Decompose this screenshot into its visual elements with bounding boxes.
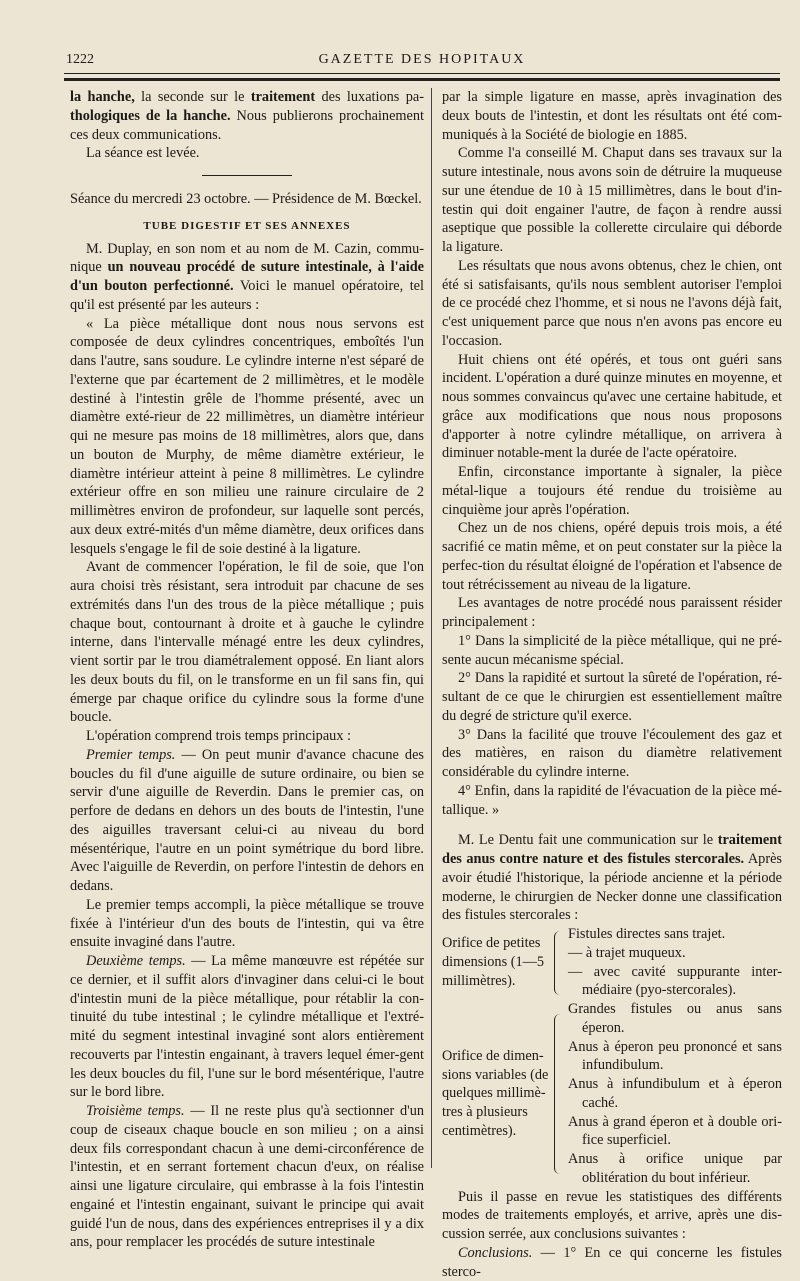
list-item: Grandes fistules ou anus sans éperon. xyxy=(568,1001,782,1036)
italic-label: Premier temps. xyxy=(86,746,176,763)
paragraph: Puis il passe en revue les statistiques des différents modes de traitements employés, et arrive, après une dis-cussion serrée, aux conclusions suivantes : xyxy=(442,1188,782,1242)
text: la seconde sur le xyxy=(134,89,251,105)
classification-group xyxy=(442,925,782,1000)
paragraph: Les avantages de notre procédé nous paraissent résider principalement : xyxy=(442,595,782,630)
bold-text: traitement des anus contre nature et des fistules stercorales. xyxy=(442,832,782,867)
text: — On peut munir d'avance chacune des boucles du fil d'une aiguille de suture ordinaire, ou bien se servir d'une aiguille de Reverdin. Dans le premier cas, on perfore de dedans en dehors un des bouts de l'intestin, l'une des aiguilles traversant celui-ci au niveau du bord mésentérique, l'autre en un point symétrique du bord libre. Avec l'aiguille de Reverdin, on perfore l'intestin de dehors en dedans. xyxy=(70,746,424,894)
list-item: Anus à éperon peu prononcé et sans infundibulum. xyxy=(568,1038,782,1074)
paragraph: « La pièce métallique dont nous nous servons est composée de deux cylindres concentriques, emboîtés l'un dans l'autre, sans soudure. Le cylindre interne n'est séparé de l'externe que par écartement de 2 millimètres, et le modèle destiné à l'intestin grêle de l'homme présenté, avec un diamètre exté-rieur de 22 millimètres, un diamètre intérieur qui ne mesure pas moins de 18 millimètres, alors que, dans un bouton de Murphy, de même diamètre extérieur, le diamètre intérieur atteint à peine 8 millimètres. Le cylindre extérieur offre en son milieu une rainure circulaire de 2 millimètres environ de profondeur, sur laquelle sont percés, aux deux extré-mités d'un même diamètre, deux orifices dans lesquels s'engage le fil de soie destiné à la ligature. xyxy=(70,315,424,557)
paragraph xyxy=(442,831,782,925)
paragraph: par la simple ligature en masse, après invagination des deux bouts de l'intestin, et dont les résultats ont été com-muniqués à la Société de biologie en 1885. xyxy=(442,89,782,143)
paragraph xyxy=(442,1244,782,1281)
text: M. Duplay, en son nom et au nom de M. Cazin, commu-nique xyxy=(70,240,424,276)
bold-text: un nouveau procédé de suture intestinale, à l'aide d'un bouton perfectionné. xyxy=(70,259,424,294)
page-header xyxy=(64,50,780,72)
brace xyxy=(554,925,564,1000)
classification-items xyxy=(564,925,782,1000)
paragraph xyxy=(70,746,424,896)
paragraph: 1° Dans la simplicité de la pièce métallique, qui ne pré-sente aucun mécanisme spécial. xyxy=(442,632,782,668)
paragraph: L'opération comprend trois temps principaux : xyxy=(86,728,352,744)
list-item: — avec cavité suppurante inter-médiaire (pyo-stercorales). xyxy=(568,963,782,999)
text: Après avoir étudié l'historique, la période ancienne et la période moderne, le chirurgien de Necker donne une classification des fistules stercorales : xyxy=(442,851,782,924)
bold-text: la hanche, xyxy=(70,89,135,105)
list-item: Anus à orifice unique par oblitération du bout inférieur. xyxy=(568,1151,782,1186)
list-item: Anus à grand éperon et à double ori-fice superficiel. xyxy=(568,1113,782,1149)
paragraph: 3° Dans la facilité que trouve l'écoulement des gaz et des matières, en raison du diamètre relativement considérable du cylindre interne. xyxy=(442,726,782,780)
paragraph: La séance est levée. xyxy=(86,145,200,162)
journal-title: GAZETTE DES HOPITAUX xyxy=(318,52,526,67)
column-separator xyxy=(431,88,432,1168)
italic-label: Deuxième temps. xyxy=(86,953,186,969)
paragraph: 2° Dans la rapidité et surtout la sûreté de l'opération, ré-sultant de ce que le chirurgien est essentiellement maître du degré de stricture qu'il exerce. xyxy=(442,670,782,724)
separator-line xyxy=(202,175,292,176)
paragraph: Avant de commencer l'opération, le fil de soie, que l'on aura choisi très résistant, sera introduit par chacune de ses extrémités dans l'un des trous de la pièce métallique ; puis chaque bout, contournant à droite et à gauche le cylindre interne, dans l'intervalle ménagé entre les deux cylindres, vient sortir par le trou diamétralement opposé. En liant alors les deux bouts du fil, on le transforme en un fil sans fin, qui émerge par chaque orifice du cylindre sous la forme d'une boucle. xyxy=(70,559,424,726)
classification-group xyxy=(442,1000,782,1188)
paragraph: Les résultats que nous avons obtenus, chez le chien, ont été si satisfaisants, qu'ils nous semblent autoriser l'emploi de ce procédé chez l'homme, et si nous ne l'avons déjà fait, c'est uniquement parce que nous n'en avons pas encore eu l'occasion. xyxy=(442,257,782,349)
header-rule-thin xyxy=(64,73,780,74)
left-column xyxy=(70,88,424,1252)
bold-text: traitement xyxy=(250,89,316,105)
page-number: 1222 xyxy=(66,52,94,67)
classification-label: Orifice de dimen-sions variables (de quelques millimè-tres à plusieurs centimètres). xyxy=(442,1047,549,1139)
paragraph xyxy=(70,1102,424,1252)
text: — Il ne reste plus qu'à sectionner d'un coup de ciseaux chaque boucle en son milieu ; on a ainsi deux fils correspondant chacun à une demi-circonférence de l'intestin, et en serrant fortement chacun d'eux, on réalise ainsi une ligature circulaire, qui embrasse à la fois l'intestin engainé et l'intestin engainant, suivant le principe qui avait guidé l'un de nous, dans des expériences entreprises il y a dix ans, pour remplacer les procédés de suture intestinale xyxy=(70,1103,424,1251)
paragraph: 4° Enfin, dans la rapidité de l'évacuation de la pièce mé-tallique. » xyxy=(442,782,782,818)
paragraph: Comme l'a conseillé M. Chaput dans ses travaux sur la suture intestinale, nous avons soin de détruire la muqueuse sur une étendue de 10 à 15 millimètres, dans le bout d'in-testin qui doit engainer l'autre, de façon à rendre aussi aseptique que possible la collerette circulaire qui déborde la ligature. xyxy=(442,145,782,255)
classification-table xyxy=(442,925,782,1188)
text: — La même manœuvre est répétée sur ce dernier, et il suffit alors d'invaginer dans celui-ci le bout d'intestin muni de la pièce métallique, pour rétablir la con-tinuité du tube intestinal ; le cylindre métallique et l'extré-mité du segment intestinal invaginé sont alors entièrement recouverts par l'intestin engainant, à travers lequel émer-gent les deux boucles du fil, l'une sur le bord mésentérique, l'autre sur le bord libre. xyxy=(70,953,425,1101)
italic-label: Troisième temps. xyxy=(86,1103,185,1119)
paragraph xyxy=(70,952,424,1102)
paragraph xyxy=(70,240,424,315)
classification-label: Orifice de petites dimensions (1—5 millimètres). xyxy=(442,935,545,989)
italic-label: Conclusions. xyxy=(458,1244,533,1261)
paragraph: Huit chiens ont été opérés, et tous ont guéri sans incident. L'opération a duré quinze minutes en moyenne, et nous sommes convaincus qu'avec une certaine habitude, et grâce aux modifications que nous nous proposons d'apporter à notre cylindre métallique, on arrivera à diminuer notable-ment la durée de l'acte opératoire. xyxy=(442,351,782,462)
list-item: Fistules directes sans trajet. xyxy=(568,926,726,942)
list-item: — à trajet muqueux. xyxy=(568,944,686,961)
text: des luxations pa- xyxy=(315,89,424,105)
text: Voici le manuel opératoire, tel qu'il est présenté par les auteurs : xyxy=(70,278,424,313)
header-rule-thick xyxy=(64,78,780,81)
brace xyxy=(554,1000,564,1188)
paragraph: Chez un de nos chiens, opéré depuis trois mois, a été sacrifié ce matin même, et on peut constater sur la pièce la perfec-tion du résultat éloigné de l'opération et l'absence de tout rétrécissement au niveau de la ligature. xyxy=(442,520,782,593)
text: Nous publierons prochainement ces deux communications. xyxy=(70,107,425,143)
text: M. Le Dentu fait une communication sur le xyxy=(458,832,718,849)
session-heading: Séance du mercredi 23 octobre. — Présidence de M. Bœckel. xyxy=(70,191,422,207)
paragraph xyxy=(70,88,424,144)
classification-items xyxy=(564,1000,782,1188)
paragraph: Le premier temps accompli, la pièce métallique se trouve fixée à l'intérieur d'un des bouts de l'intestin, qui va être ensuite invaginé dans l'autre. xyxy=(70,896,424,951)
paragraph: Enfin, circonstance importante à signaler, la pièce métal-lique a toujours été rendue du troisième au cinquième jour après l'opération. xyxy=(442,464,782,518)
section-title: TUBE DIGESTIF ET SES ANNEXES xyxy=(143,219,351,232)
right-column xyxy=(442,88,782,1281)
text: — 1° En ce qui concerne les fistules sterco- xyxy=(442,1244,782,1280)
bold-text: thologiques de la hanche. xyxy=(70,107,231,124)
list-item: Anus à infundibulum et à éperon caché. xyxy=(568,1076,782,1111)
